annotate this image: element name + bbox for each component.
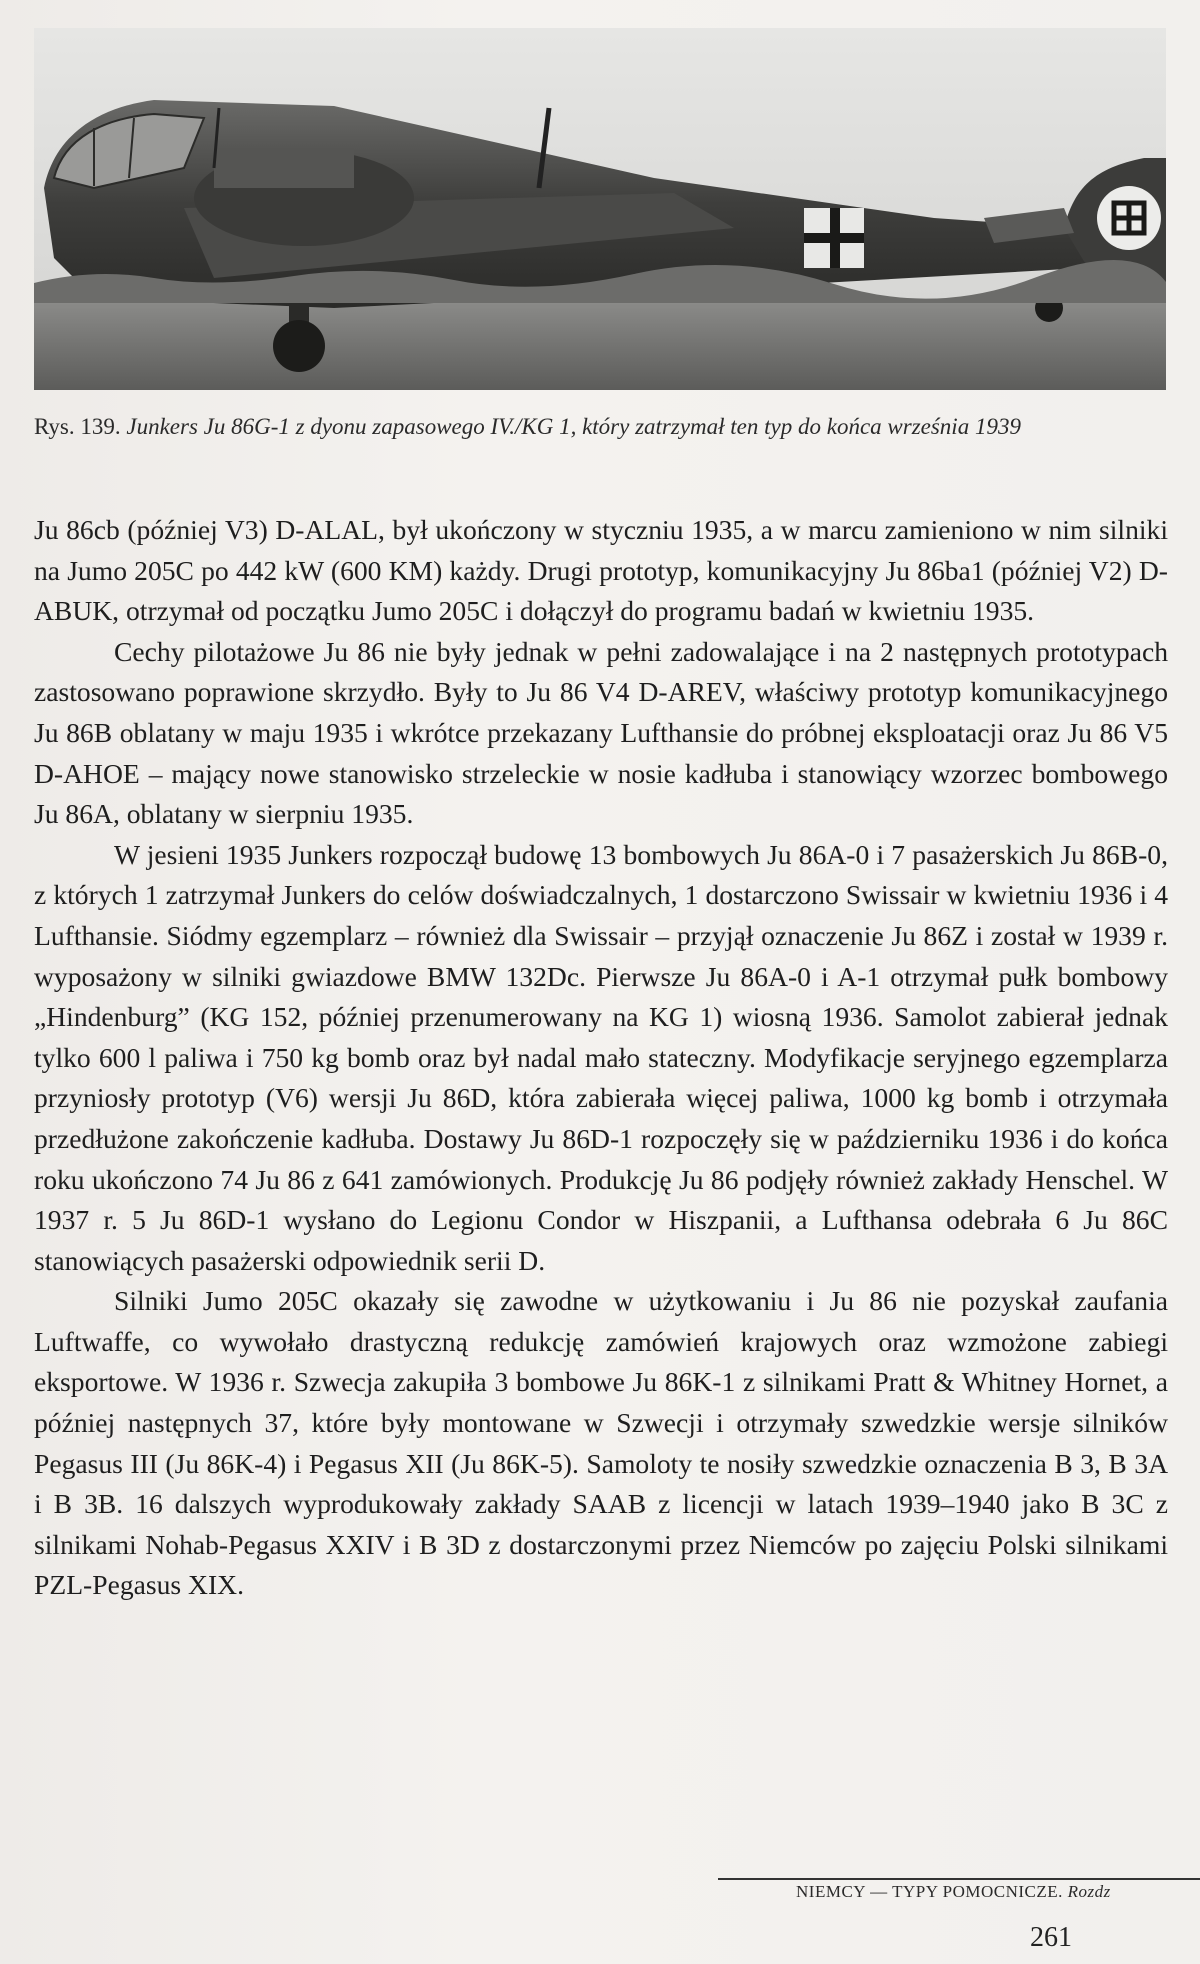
paragraph: W jesieni 1935 Junkers rozpoczął budowę 13 bombowych Ju 86A-0 i 7 pasażerskich Ju 86B-0, z których 1 zatrzymał Junkers do celów doświadczalnych, 1 dostarczono Swissair w kwietniu 1936 i 4 Lufthansie. Siódmy egzemplarz – również dla Swissair – przyjął oznaczenie Ju 86Z i został w 1939 r. wyposażony w silniki gwiazdowe BMW 132Dc. Pierwsze Ju 86A-0 i A-1 otrzymał pułk bombowy „Hindenburg” (KG 152, później przenumerowany na KG 1) wiosną 1936. Samolot zabierał jednak tylko 600 l paliwa i 750 kg bomb oraz był nadal mało stateczny. Modyfikacje seryjnego egzemplarza przyniosły prototyp (V6) wersji Ju 86D, która zabierała więcej paliwa, 1000 kg bomb i otrzymała przedłużone zakończenie kadłuba. Dostawy Ju 86D-1 rozpoczęły się w październiku 1936 i do końca roku ukończono 74 Ju 86 z 641 zamówionych. Produkcję Ju 86 podjęły również zakłady Henschel. W 1937 r. 5 Ju 86D-1 wysłano do Legionu Condor w Hiszpanii, a Lufthansa odebrała 6 Ju 86C stanowiących pasażerski odpowiednik serii D. xyxy=(34,838,1168,1276)
footer-rule xyxy=(718,1878,1200,1880)
figure-caption-text: Junkers Ju 86G-1 z dyonu zapasowego IV./KG 1, który zatrzymał ten typ do końca września 1939 xyxy=(126,414,1021,439)
paragraph: Ju 86cb (później V3) D-ALAL, był ukończony w styczniu 1935, a w marcu zamieniono w nim silniki na Jumo 205C po 442 kW (600 KM) każdy. Drugi prototyp, komunikacyjny Ju 86ba1 (później V2) D-ABUK, otrzymał od początku Jumo 205C i dołączył do programu badań w kwietniu 1935. xyxy=(34,514,1168,627)
paragraph: Silniki Jumo 205C okazały się zawodne w użytkowaniu i Ju 86 nie pozyskał zaufania Luftwaffe, co wywołało drastyczną redukcję zamówień krajowych oraz wzmożone zabiegi eksportowe. W 1936 r. Szwecja zakupiła 3 bombowe Ju 86K-1 z silnikami Pratt & Whitney Hornet, a później następnych 37, które były montowane w Szwecji i otrzymały szwedzkie wersje silników Pegasus III (Ju 86K-4) i Pegasus XII (Ju 86K-5). Samoloty te nosiły szwedzkie oznaczenia B 3, B 3A i B 3B. 16 dalszych wyprodukowały zakłady SAAB z licencji w latach 1939–1940 jako B 3C z silnikami Nohab-Pegasus XXIV i B 3D z dostarczonymi przez Niemców po zajęciu Polski silnikami PZL-Pegasus XIX. xyxy=(34,1285,1168,1601)
running-head-text: NIEMCY — TYPY POMOCNICZE. xyxy=(796,1882,1063,1901)
article-body xyxy=(34,510,1168,1606)
page-number: 261 xyxy=(1030,1922,1072,1953)
paragraph: Cechy pilotażowe Ju 86 nie były jednak w pełni zadowalające i na 2 następnych prototypach zastosowano poprawione skrzydło. Były to Ju 86 V4 D-AREV, właściwy prototyp komunikacyjnego Ju 86B oblatany w maju 1935 i wkrótce przekazany Lufthansie do próbnej eksploatacji oraz Ju 86 V5 D-AHOE – mający nowe stanowisko strzeleckie w nosie kadłuba i stanowiący wzorzec bombowego Ju 86A, oblatany w sierpniu 1935. xyxy=(34,635,1168,830)
figure-label: Rys. 139. xyxy=(34,414,121,439)
running-head xyxy=(796,1882,1200,1902)
figure-caption xyxy=(34,410,1168,444)
aircraft-photo xyxy=(34,28,1166,390)
running-head-chapter: Rozdz xyxy=(1067,1882,1111,1901)
